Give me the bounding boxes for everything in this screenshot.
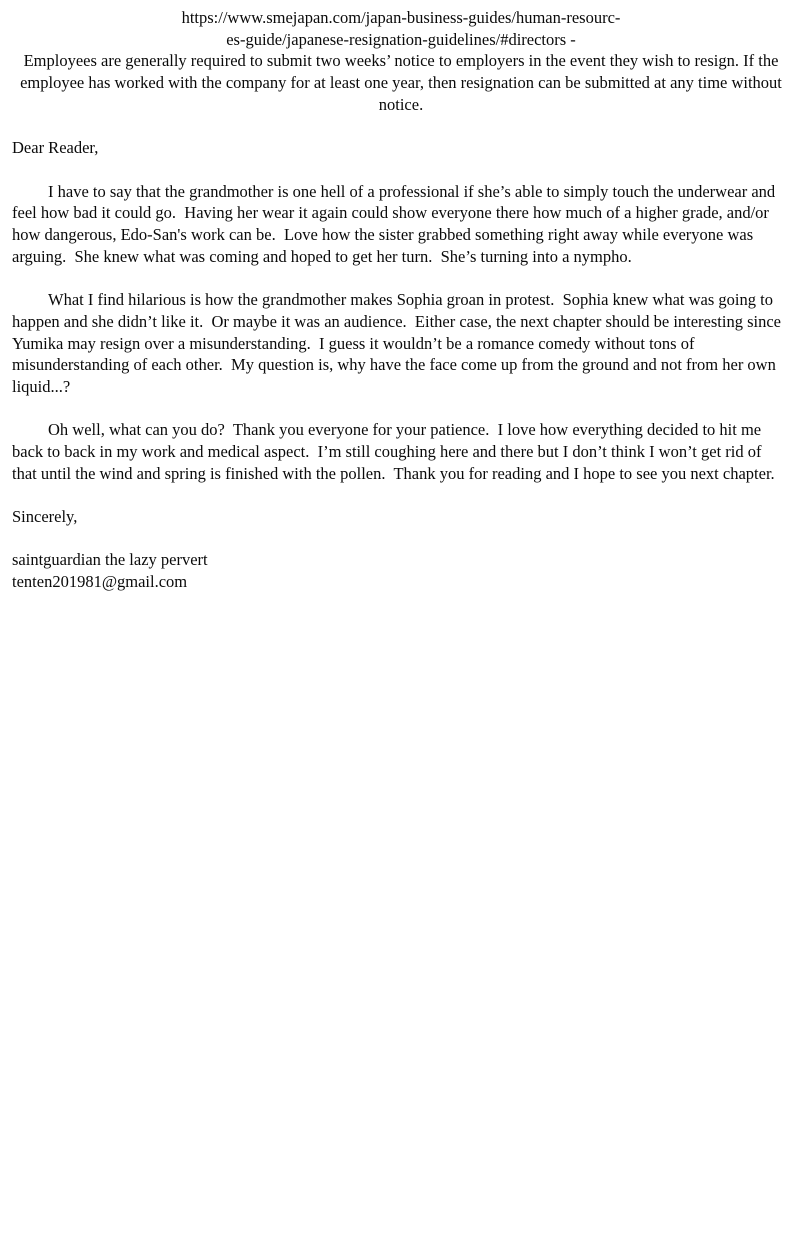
signature-name: saintguardian the lazy pervert <box>12 550 208 570</box>
signature-block <box>12 549 790 592</box>
source-citation <box>12 7 790 116</box>
source-url-line-1: https://www.smejapan.com/japan-business-guides/human-resourc- <box>181 8 621 27</box>
signature-email: tenten201981@gmail.com <box>12 572 188 592</box>
source-url-line-2: es-guide/japanese-resignation-guidelines/#directors - <box>226 29 576 49</box>
source-quote: Employees are generally required to submit two weeks’ notice to employers in the event they wish to resign. If the employee has worked with the company for at least one year, then resignation can be submitted at any time without notice. <box>20 51 787 114</box>
body-paragraph-3: Oh well, what can you do? Thank you everyone for your patience. I love how everything decided to hit me back to back in my work and medical aspect. I’m still coughing here and there but I don’t think I won’t get rid of that until the wind and spring is finished with the pollen. Thank you for reading and I hope to see you next chapter. <box>12 420 775 483</box>
body-paragraph-1: I have to say that the grandmother is one hell of a professional if she’s able to simply touch the underwear and feel how bad it could go. Having her wear it again could show everyone there how much of a higher grade, and/or how dangerous, Edo-San's work can be. Love how the sister grabbed something right away while everyone was arguing. She knew what was coming and hoped to get her turn. She’s turning into a nympho. <box>12 181 780 266</box>
body-paragraph-2: What I find hilarious is how the grandmother makes Sophia groan in protest. Sophia knew what was going to happen and she didn’t like it. Or maybe it was an audience. Either case, the next chapter should be interesting since Yumika may resign over a misunderstanding. I guess it wouldn’t be a romance comedy without tons of misunderstanding of each other. My question is, why have the face come up from the ground and not from her own liquid...? <box>12 290 785 396</box>
closing: Sincerely, <box>12 507 78 527</box>
salutation: Dear Reader, <box>12 138 99 158</box>
